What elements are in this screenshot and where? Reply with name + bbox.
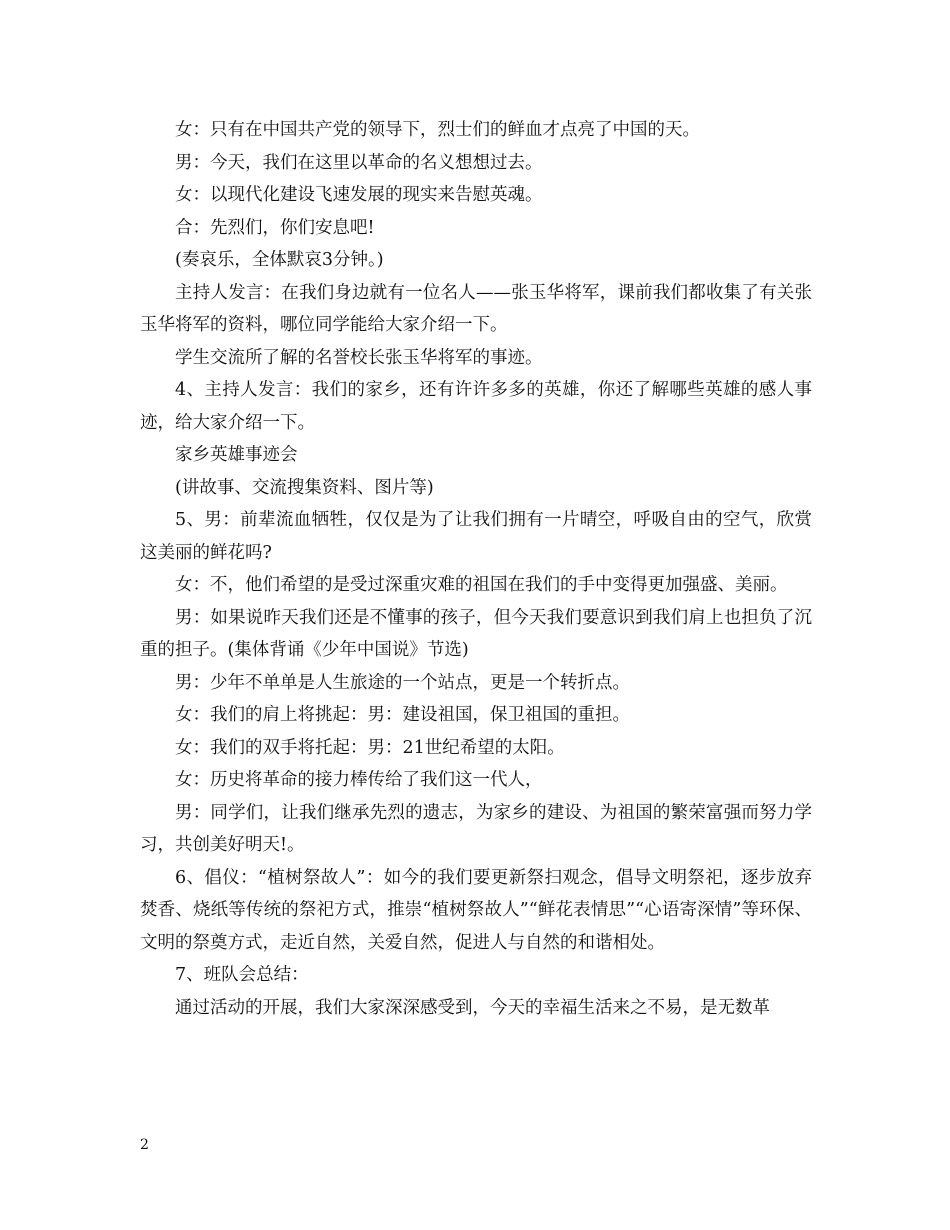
paragraph: 男：如果说昨天我们还是不懂事的孩子，但今天我们要意识到我们肩上也担负了沉重的担子。(集体背诵《少年中国说》节选) (140, 607, 812, 660)
paragraph: 学生交流所了解的名誉校长张玉华将军的事迹。 (175, 347, 543, 368)
paragraph: 通过活动的开展，我们大家深深感受到，今天的幸福生活来之不易，是无数革 (175, 997, 770, 1018)
paragraph: 合：先烈们，你们安息吧! (175, 217, 375, 238)
paragraph: 男：同学们，让我们继承先烈的遗志，为家乡的建设、为祖国的繁荣富强而努力学习，共创美好明天!。 (140, 802, 812, 855)
paragraph: 女：只有在中国共产党的领导下，烈士们的鲜血才点亮了中国的天。 (175, 120, 700, 140)
paragraph: 6、倡仪：“植树祭故人”：如今的我们要更新祭扫观念，倡导文明祭祀，逐步放弃焚香、烧纸等传统的祭祀方式，推崇“植树祭故人”“鲜花表情思”“心语寄深情”等环保、文明的祭奠方式，走近自然，关爱自然，促进人与自然的和谐相处。 (140, 867, 812, 953)
paragraph: 女：我们的双手将托起：男：21世纪希望的太阳。 (175, 737, 565, 758)
paragraph: 7、班队会总结： (175, 965, 309, 985)
page-number: 2 (140, 1137, 149, 1153)
paragraph: 女：我们的肩上将挑起：男：建设祖国，保卫祖国的重担。 (175, 705, 630, 725)
paragraph: 女：以现代化建设飞速发展的现实来告慰英魂。 (175, 185, 543, 205)
paragraph: 男：今天，我们在这里以革命的名义想想过去。 (175, 152, 543, 173)
paragraph: 家乡英雄事迹会 (175, 445, 298, 465)
paragraph: 男：少年不单单是人生旅途的一个站点，更是一个转折点。 (175, 672, 630, 693)
paragraph: (奏哀乐，全体默哀3分钟。) (175, 250, 384, 270)
paragraph: 女：历史将革命的接力棒传给了我们这一代人， (175, 770, 543, 790)
paragraph: 女：不，他们希望的是受过深重灾难的祖国在我们的手中变得更加强盛、美丽。 (175, 575, 788, 595)
paragraph: 主持人发言：在我们身边就有一位名人——张玉华将军，课前我们都收集了有关张玉华将军的资料，哪位同学能给大家介绍一下。 (140, 282, 812, 335)
paragraph: 4、主持人发言：我们的家乡，还有许许多多的英雄，你还了解哪些英雄的感人事迹，给大家介绍一下。 (140, 380, 812, 433)
paragraph: 5、男：前辈流血牺牲，仅仅是为了让我们拥有一片晴空，呼吸自由的空气，欣赏这美丽的鲜花吗? (140, 510, 812, 563)
document-body (140, 114, 812, 1024)
paragraph: (讲故事、交流搜集资料、图片等) (175, 477, 434, 498)
